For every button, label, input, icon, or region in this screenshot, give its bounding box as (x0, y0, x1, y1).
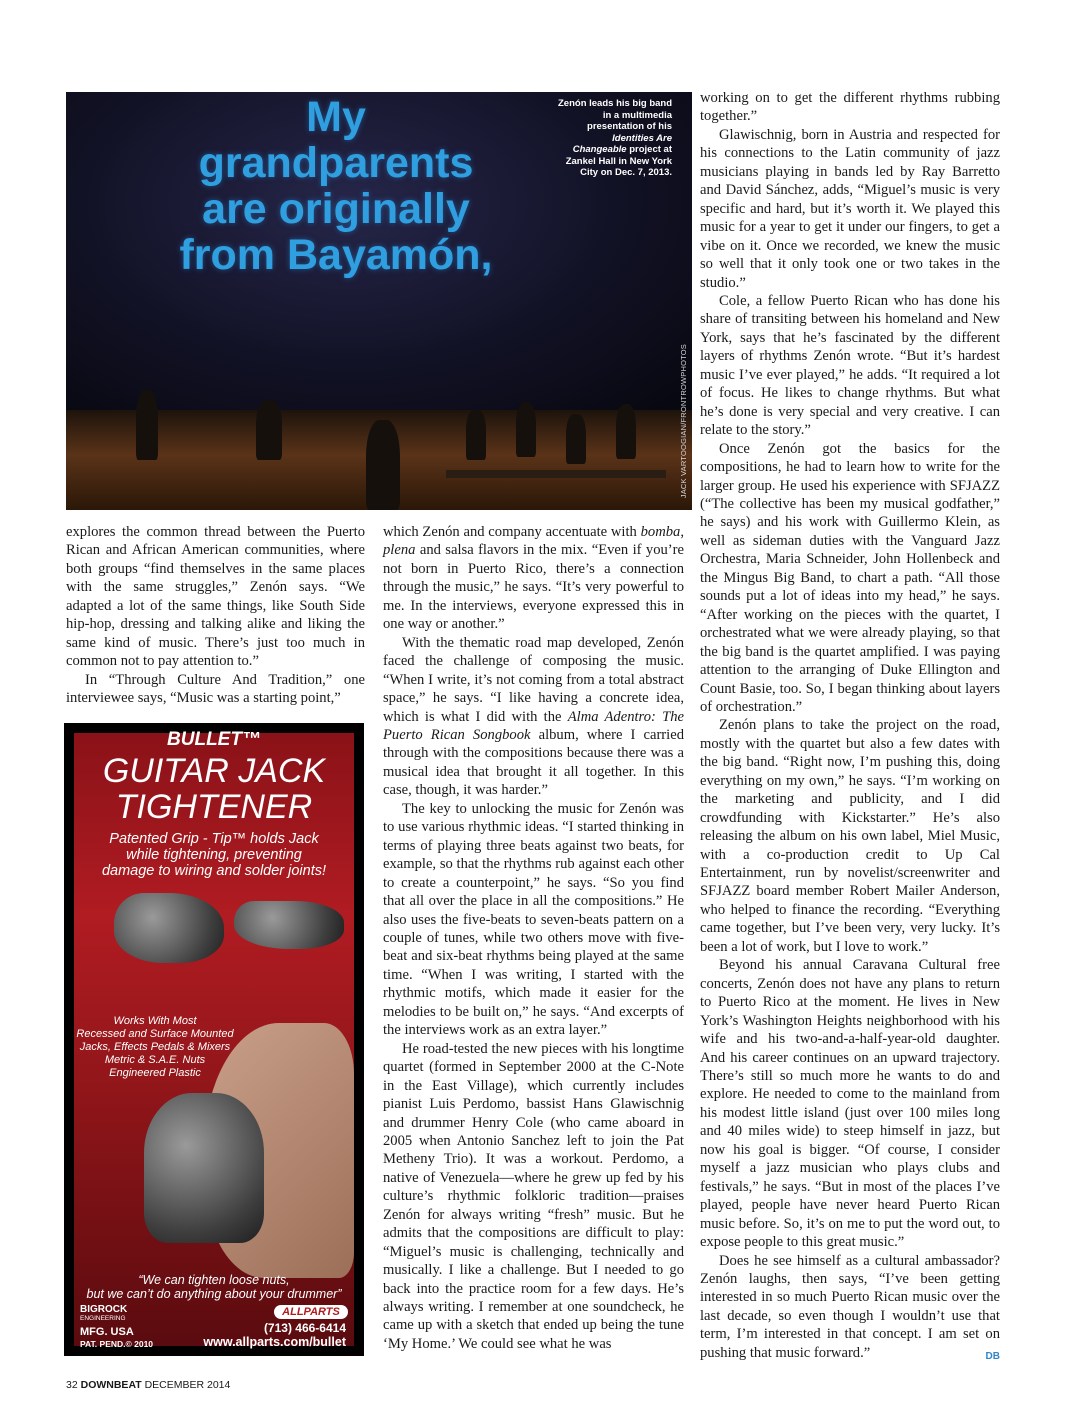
stage (66, 410, 692, 510)
musician-figure (466, 410, 486, 460)
musician-figure (516, 402, 536, 457)
paragraph: Zenón plans to take the project on the road, mostly with the quartet but also a few dates with the big band. “Right now, I’m pushing this, doing everything on my own,” he says. “I’m working on the marketing and publicity, and I did crowdfunding with Kickstarter.” He’s also releasing the album on his own label, Miel Music, with a co-production credit to Up Cal Entertainment, run by novelist/screenwriter and SFJAZZ board member Robert Mailer Anderson, who helped to finance the recording. “Everything came together, but I’ve been very, very lucky. It’s been a lot of work, but I love to work.” (700, 717, 1000, 955)
paragraph: Glawischnig, born in Austria and respected for his connections to the Latin community of jazz musicians playing in bands led by Ray Barretto and David Sánchez, adds, “Miguel’s music is very specific and hard, but it’s worth it. We played this music for a year to get it under our fingers, to get a vibe on it. Once we recorded, we knew the music so well that it only took one or two takes in the studio.” (700, 126, 1000, 291)
ad-footer (74, 1304, 354, 1349)
music-stands (446, 470, 666, 478)
ad-subhead: Patented Grip - Tip™ holds Jack while tightening, preventing damage to wiring and solder joints! (101, 831, 327, 879)
article-column-2 (383, 523, 684, 1353)
page-number: 32 (66, 1379, 78, 1391)
screen-quote: My grandparents are originally from Bayamón, (179, 93, 493, 279)
ad-phone: (713) 466-6414 (263, 1321, 346, 1335)
ad-mfg: MFG. USA (80, 1326, 134, 1338)
paragraph: Once Zenón got the basics for the compositions, he had to learn how to write for the larger group. He used his experience with SFJAZZ (“The collective has been my musical godfather,” he says) and his work with Guillermo Klein, as well as sideman duties with the Vanguard Jazz Orchestra, Maria Schneider, John Hollenbeck and the Mingus Big Band, to chart a path. “All those sounds put a lot of ideas into my head,” he says. “After working on the pieces with the quartet, I orchestrated what we were already playing, so that the big band is the quartet amplified. I was paying attention to the arranging of Duke Ellington and Count Basie, too. So, I began thinking about layers of orchestration.” (700, 440, 1000, 715)
bigrock-logo: BIGROCK (80, 1304, 128, 1315)
pianist-figure (256, 400, 282, 460)
paragraph: The key to unlocking the music for Zenón was to use various rhythmic ideas. “I started thinking in terms of playing three beats against two beats, for example, so that the rhythms rub against each other to create a counterpoint,” he says. “So you find that all over the place in all the compositions.” He also uses the five-beats to seven-beats pattern on a couple of tunes, while two others move with five-beat and six-beat rhythms being played at the same time. “When I was writing, I started with the rhythmic motifs, which made it easier for the melodies to be built on,” he says. “And excerpts of the interviews work as an extra layer.” (383, 800, 684, 1039)
paragraph: Cole, a fellow Puerto Rican who has done his share of transiting between his homeland and New York, says that he’s fascinated by the different layers of rhythms Zenón wrote. “But it’s hardest music I’ve ever played,” he adds. “It required a lot of focus. He likes to change rhythms. But what he’s done is very special and very creative. I can relate to the story.” (700, 292, 1000, 439)
product-in-use-image (144, 1093, 264, 1243)
advertisement (64, 723, 364, 1356)
ad-headline: GUITAR JACK TIGHTENER (102, 752, 326, 826)
conductor-figure (366, 420, 400, 510)
product-image (114, 893, 224, 963)
ad-tagline: “We can tighten loose nuts, but we can’t do anything about your drummer” (86, 1273, 342, 1301)
article-column-1 (66, 523, 365, 708)
end-sign: DB (985, 1350, 1000, 1362)
article-column-3 (700, 89, 1000, 1366)
paragraph: In “Through Culture And Tradition,” one interviewee says, “Music was a starting point,” (66, 671, 365, 707)
page-footer (66, 1379, 230, 1391)
paragraph: He road-tested the new pieces with his longtime quartet (formed in September 2000 at the C-Note in the East Village), which currently includes pianist Luis Perdomo, bassist Hans Glawischnig and drummer Henry Cole (who came aboard in 2005 when Antonio Sanchez left to join the Pat Metheny Trio). It was a workout. Perdomo, a native of Venezuela—where he grew up fed by his culture’s rhythmic folkloric tradition—praises Zenón for always writing “fresh” music. But he admits that the compositions are difficult to play: “Miguel’s music is challenging, technically and musically. I like a challenge. But I needed to go back into the practice room for a few days. He’s always writing. I remember at one soundcheck, he came up with a sketch that ended up being the tune ‘My Home.’ We could see what he was (383, 1040, 684, 1352)
photo-credit: JACK VARTOOGIAN/FRONTROWPHOTOS (679, 344, 688, 499)
issue-date: DECEMBER 2014 (144, 1379, 231, 1391)
paragraph: which Zenón and company accentuate with bomba, plena and salsa flavors in the mix. “Even if you’re not born in Puerto Rico, there’s a connection through the music,” he says. “It’s very powerful to me. In the interviews, everyone expressed this in one way or another.” (383, 524, 684, 633)
ad-url[interactable]: www.allparts.com/bullet (203, 1335, 346, 1349)
bigrock-logo-sub: ENGINEERING (80, 1315, 126, 1322)
ad-patent: PAT. PEND.© 2010 (80, 1339, 154, 1349)
allparts-logo: ALLPARTS (274, 1305, 348, 1319)
ad-brand: BULLET™ (167, 729, 261, 750)
bassist-figure (136, 390, 158, 460)
musician-figure (616, 404, 636, 459)
paragraph: Beyond his annual Caravana Cultural free concerts, Zenón does not have any plans to return to Puerto Rico at the moment. He lives in New York’s Washington Heights neighborhood with his wife and his two-and-a-half-year-old daughter. And his career continues on an upward trajectory. There’s still so much more he wants to do and explore. He needed to come to the mainland from his modest little island (just over 100 miles long and 40 miles wide) to steep himself in jazz, but now his goal is bigger. “Of course, I consider myself a jazz musician who plays clubs and festivals,” he says. “But in most of the places I’ve played, people have never heard Puerto Rican music before. So, it’s on me to put the word out, to expose people to this great music.” (700, 957, 1000, 1251)
paragraph: Does he see himself as a cultural ambassador? Zenón laughs, then says, “I’ve been getting interested in so much Puerto Rican music over the last decade, so even though I wouldn’t use that term, I’m interested in that concept. I am set on pushing that music forward.” DB (700, 1252, 1000, 1363)
paragraph: explores the common thread between the Puerto Rican and African American communities, where both groups “find themselves in the same places with the same struggles,” Zenón says. “We adapted a lot of the same things, like South Side hip-hop, dressing and talking alike and liking the same kind of music. There’s just too much in common not to pay attention to.” (66, 524, 365, 670)
musician-figure (566, 414, 586, 464)
feature-photo (66, 92, 692, 510)
paragraph: working on to get the different rhythms rubbing together.” (700, 90, 1000, 125)
ad-features: Works With Most Recessed and Surface Mounted Jacks, Effects Pedals & Mixers Metric & S.A.E. Nuts Engineered Plastic (76, 1015, 234, 1079)
photo-caption: Zenón leads his big band in a multimedia presentation of his Identities Are Changeable project at Zankel Hall in New York City on Dec. 7, 2013. (558, 98, 673, 178)
magazine-name: DOWNBEAT (80, 1379, 142, 1391)
product-image (234, 901, 344, 949)
paragraph: With the thematic road map developed, Zenón faced the challenge of composing the music. “When I write, it’s not coming from a total abstract space,” he says. “I like having a concrete idea, which is what I did with the Alma Adentro: The Puerto Rican Songbook album, where I carried through with the compositions because there was a musical idea that brought it all together. In this case, though, it was harder.” (383, 634, 684, 799)
